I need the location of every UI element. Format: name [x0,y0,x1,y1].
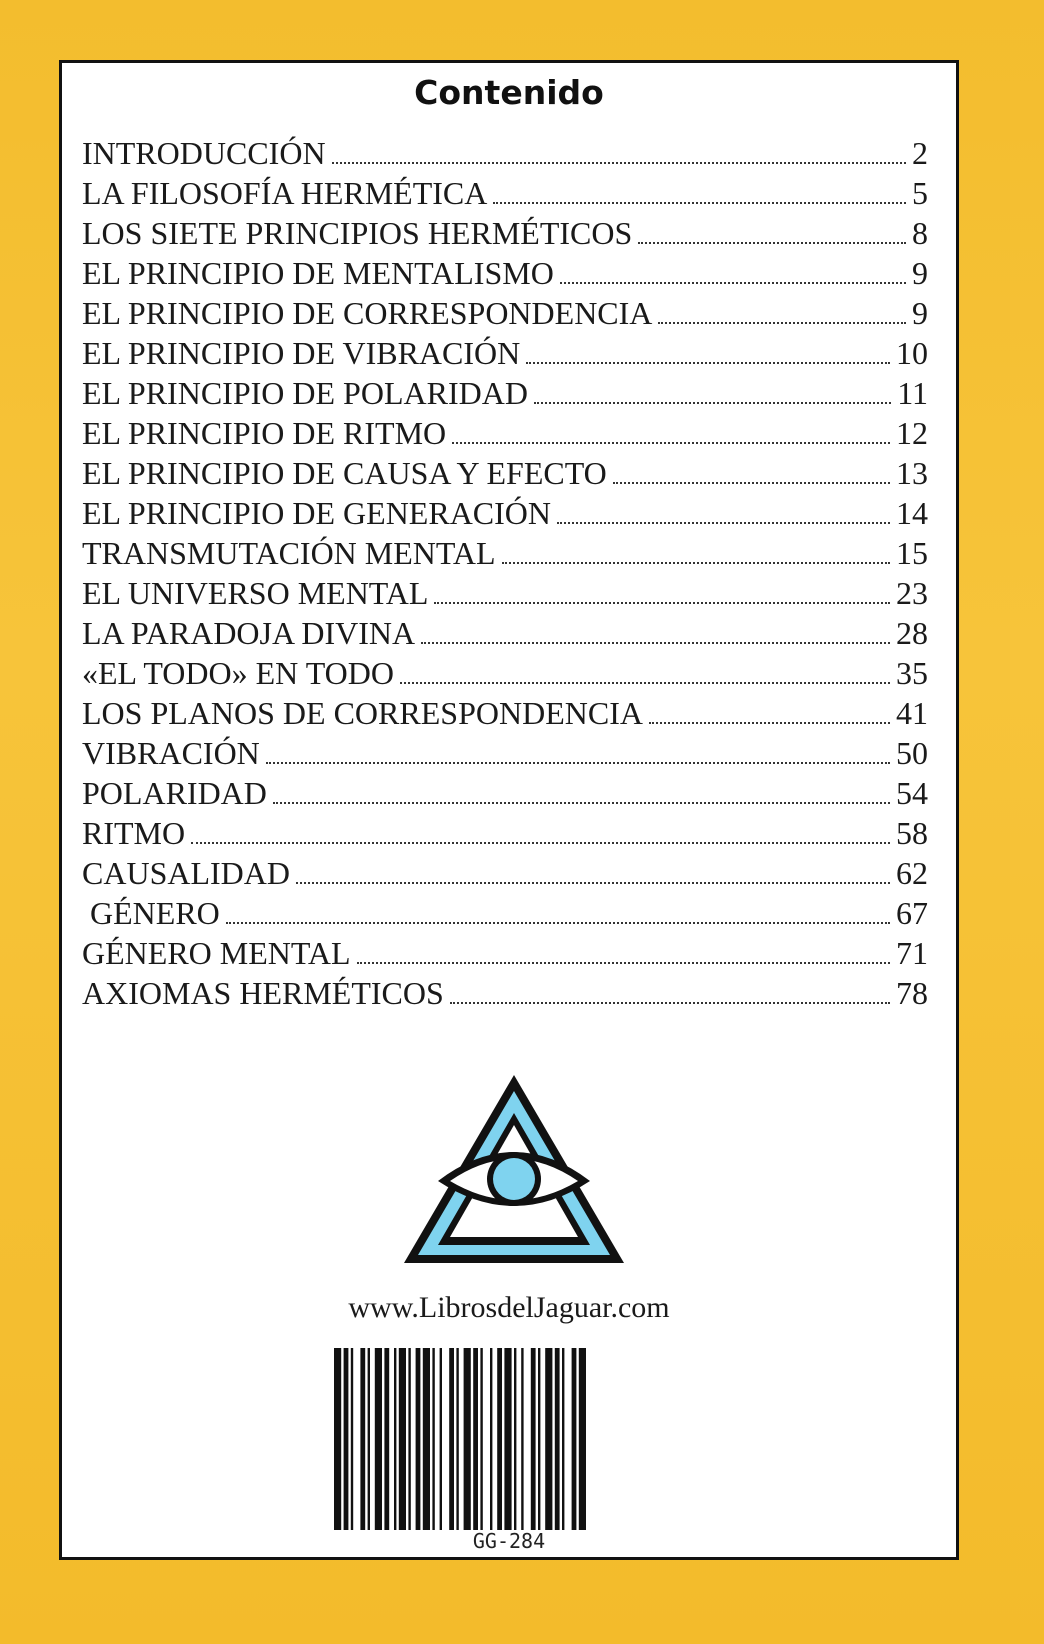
toc-entry-page: 67 [896,895,928,931]
toc-entry [82,295,928,335]
toc-entry-page: 13 [896,455,928,491]
barcode-bar [375,1348,382,1530]
toc-entry [82,535,928,575]
toc-dot-leader [638,241,906,244]
toc-entry-title: EL PRINCIPIO DE VIBRACIÓN [82,335,521,371]
barcode-bar [408,1348,410,1530]
barcode-bar [344,1348,349,1530]
toc-dot-leader [450,1001,890,1004]
toc-entry [82,895,928,935]
toc-entry [82,855,928,895]
toc-entry-title: INTRODUCCIÓN [82,135,326,171]
toc-entry-title: EL PRINCIPIO DE MENTALISMO [82,255,554,291]
barcode-bar [531,1348,536,1530]
toc-entry [82,455,928,495]
toc-entry-title: EL PRINCIPIO DE CAUSA Y EFECTO [82,455,607,491]
toc-entry [82,935,928,975]
toc-entry-page: 9 [912,295,928,331]
toc-entry-page: 28 [896,615,928,651]
toc-entry-page: 9 [912,255,928,291]
toc-dot-leader [613,481,890,484]
toc-entry-title: LA PARADOJA DIVINA [82,615,416,651]
barcode-bar [368,1348,370,1530]
toc-entry-title: «EL TODO» EN TODO [82,655,394,691]
toc-entry-title: AXIOMAS HERMÉTICOS [82,975,444,1011]
barcode-code: GG-284 [472,1529,546,1553]
barcode-bar [490,1348,492,1530]
toc-entry-page: 62 [896,855,928,891]
toc-dot-leader [226,921,890,924]
toc-dot-leader [526,361,890,364]
toc-entry-page: 11 [897,375,928,411]
toc-dot-leader [400,681,890,684]
toc-entry-title: LA FILOSOFÍA HERMÉTICA [82,175,488,211]
barcode-bar [473,1348,478,1530]
toc-entry-title: EL PRINCIPIO DE POLARIDAD [82,375,528,411]
barcode-bar [351,1348,353,1530]
toc-entry [82,575,928,615]
barcode-bar [514,1348,516,1530]
toc-entry-page: 5 [912,175,928,211]
toc-dot-leader [560,281,906,284]
toc-entry [82,495,928,535]
barcode-bar [538,1348,540,1530]
toc-dot-leader [493,201,906,204]
barcode-bar [432,1348,434,1530]
barcode-bar [399,1348,406,1530]
toc-entry [82,215,928,255]
barcode-bar [497,1348,502,1530]
toc-entry-page: 15 [896,535,928,571]
barcode-bar [394,1348,396,1530]
barcode-bar [360,1348,365,1530]
toc-entry [82,655,928,695]
toc-entry [82,975,928,1015]
toc-dot-leader [332,161,906,164]
toc-entry-title: GÉNERO [82,895,220,931]
toc-dot-leader [534,401,891,404]
barcode-bar [384,1348,389,1530]
toc-entry [82,175,928,215]
barcode-bar [545,1348,552,1530]
barcode-bar [480,1348,482,1530]
toc-entry-page: 41 [896,695,928,731]
toc-entry-page: 71 [896,935,928,971]
barcode-bar [504,1348,511,1530]
toc-entry-title: EL PRINCIPIO DE RITMO [82,415,447,451]
toc-entry-title: EL UNIVERSO MENTAL [82,575,429,611]
toc-entry-page: 58 [896,815,928,851]
toc-dot-leader [452,441,890,444]
toc-entry [82,815,928,855]
toc-entry-title: GÉNERO MENTAL [82,935,351,971]
toc-entry-title: POLARIDAD [82,775,267,811]
toc-dot-leader [191,841,890,844]
barcode-bar [562,1348,564,1530]
toc-dot-leader [421,641,890,644]
toc-entry [82,375,928,415]
toc-dot-leader [266,761,890,764]
toc-entry-page: 14 [896,495,928,531]
page-title: Contenido [414,73,604,112]
toc-entry-page: 8 [912,215,928,251]
toc-entry [82,335,928,375]
toc-entry-title: LOS PLANOS DE CORRESPONDENCIA [82,695,643,731]
barcode-bar [334,1348,341,1530]
toc-entry-page: 23 [896,575,928,611]
toc-entry [82,135,928,175]
toc-dot-leader [502,561,890,564]
table-of-contents [82,135,928,1015]
toc-dot-leader [434,601,890,604]
toc-dot-leader [649,721,890,724]
barcode-bar [555,1348,560,1530]
toc-dot-leader [557,521,890,524]
toc-dot-leader [273,801,890,804]
website-url: www.LibrosdelJaguar.com [348,1291,670,1324]
barcode [332,1348,690,1530]
toc-entry-page: 10 [896,335,928,371]
barcode-bar [456,1348,458,1530]
toc-entry-title: CAUSALIDAD [82,855,290,891]
toc-entry-page: 50 [896,735,928,771]
toc-dot-leader [357,961,890,964]
toc-entry-title: EL PRINCIPIO DE CORRESPONDENCIA [82,295,653,331]
toc-entry-page: 54 [896,775,928,811]
toc-dot-leader [296,881,890,884]
toc-entry-page: 12 [896,415,928,451]
barcode-bar [416,1348,421,1530]
toc-entry [82,735,928,775]
barcode-bar [440,1348,442,1530]
toc-entry [82,255,928,295]
toc-entry-page: 78 [896,975,928,1011]
toc-entry-title: LOS SIETE PRINCIPIOS HERMÉTICOS [82,215,633,251]
barcode-bar [579,1348,586,1530]
barcode-bar [464,1348,471,1530]
toc-entry-title: TRANSMUTACIÓN MENTAL [82,535,496,571]
contents-panel [59,60,959,1560]
toc-dot-leader [658,321,906,324]
eye-in-triangle-icon [400,1071,628,1267]
barcode-bar [572,1348,577,1530]
toc-entry-title: EL PRINCIPIO DE GENERACIÓN [82,495,552,531]
toc-entry-page: 35 [896,655,928,691]
toc-entry [82,415,928,455]
toc-entry [82,615,928,655]
barcode-bar [521,1348,523,1530]
toc-entry [82,695,928,735]
toc-entry-page: 2 [912,135,928,171]
toc-entry-title: VIBRACIÓN [82,735,260,771]
toc-entry-title: RITMO [82,815,186,851]
toc-entry [82,775,928,815]
barcode-bar [423,1348,430,1530]
barcode-bar [449,1348,454,1530]
